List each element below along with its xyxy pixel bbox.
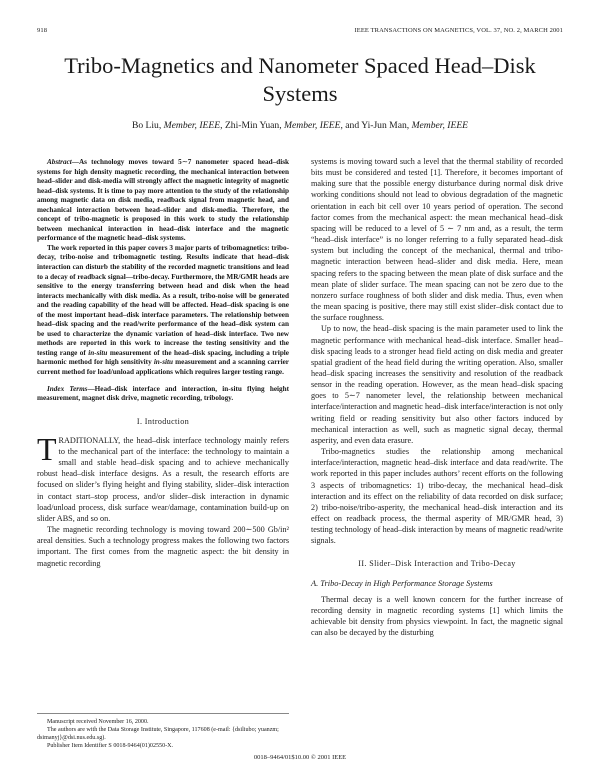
section2-paragraph-1: Thermal decay is a well known concern for the further increase of recording density in magnetic recording systems [1] which limits the achievable bit density from physics viewpoint. In fact, the magnetic signal can also be decayed by the disturbing bbox=[311, 594, 563, 638]
intro-text-1: RADITIONALLY, the head–disk interface technology mainly refers to the mechanical part of the interface: the technology to maintain a small and stable head–disk spacing and to achieve mechanically robust head–disk interface designs. As a result, the research efforts are focused on slider’s flying height and flying stability, slider–disk interaction in contact start–stop process, and/or slider–disk interaction in dynamic load/unload process, disk surface wear/damage, contamination build-up on slider ABS, and so on. bbox=[37, 435, 289, 523]
left-column bbox=[37, 158, 289, 629]
author-1-name: Bo Liu, bbox=[131, 120, 164, 131]
right-column bbox=[311, 156, 563, 638]
journal-name: IEEE TRANSACTIONS ON MAGNETICS, VOL. 37, NO. 2, MARCH 2001 bbox=[354, 27, 563, 34]
abstract-italic-1: in-situ bbox=[88, 348, 108, 357]
abstract-text-1: As technology moves toward 5∼7 nanometer spaced head–disk systems for high density magnetic recording, the mechanical interaction between head–slider and disk-media will strongly affect the magnetic integrity of magnetic head–disk systems. It is time to pay more attention to the study of the relationship among magnetic data on disk media, readback signal from magnetic head, and mechanical interaction between head–slider and disk-media. Therefore, the concept of tribo-magnetic is proposed in this work to study the relationship between mechanical interaction in head–disk interface and the magnetic performance of the magnetic head–disk systems. bbox=[37, 158, 289, 243]
footnote-received: Manuscript received November 16, 2000. bbox=[47, 719, 149, 725]
page-number: 918 bbox=[37, 27, 48, 34]
intro-paragraph-1 bbox=[37, 430, 289, 524]
intro-paragraph-3: Up to now, the head–disk spacing is the main parameter used to link the magnetic performance with mechanical head–disk interface. Smaller head–disk spacing leads to a stronger head field acting on disk media and greater spatial gradient of the head field during the writing operation. Also, smaller head–disk spacing increases the sensitivity and resolution of the readback sensor in the reading operation. However, as the mean head–disk spacing goes to 5∼7 nanometer level, the relationship between mechanical interface/interaction and magnetic head–disk interface/interaction is not only writing field or reading sensitivity but also other factors induced by mechanical interaction as well, such as magnetic signal decay, thermal asperity, and even data erasure. bbox=[311, 324, 563, 445]
index-terms-text: —Head–disk interface and interaction, in-situ flying height measurement, magnet disk drive, magnetic recording, tribology. bbox=[37, 384, 289, 403]
abstract-paragraph-1 bbox=[37, 158, 289, 244]
index-terms-lead: Index Terms bbox=[47, 384, 88, 393]
section-heading-introduction: I. Introduction bbox=[136, 416, 190, 426]
intro-paragraph-2: The magnetic recording technology is moving toward 200∼500 Gb/in² areal densities. Such a technology progress makes the following two factors important. The first comes from the magnetic aspect: the bit density in magnetic recording bbox=[37, 525, 289, 568]
abstract-italic-2: in-situ bbox=[153, 358, 173, 367]
abstract-text-2b: measurement of the head–disk spacing, including a triple harmonic method for high sensitivity bbox=[37, 348, 289, 367]
drop-cap: T bbox=[37, 430, 57, 467]
author-3-title: Member, IEEE bbox=[411, 120, 469, 131]
footnote-affiliation: The authors are with the Data Storage Institute, Singapore, 117608 (e-mail: {dsiliubo; yuanzm; dsimanyj}@dsi.nus.edu.sg). bbox=[37, 727, 279, 741]
footnote bbox=[37, 713, 289, 750]
author-2-title: Member, IEEE bbox=[284, 120, 341, 131]
subsection-heading-2a: A. Tribo-Decay in High Performance Storage Systems bbox=[311, 578, 493, 588]
paper-title: Tribo-Magnetics and Nanometer Spaced Head–Disk Systems bbox=[64, 53, 536, 106]
copyright-footer: 0018–9464/01$10.00 © 2001 IEEE bbox=[253, 754, 347, 761]
abstract-lead: Abstract— bbox=[47, 158, 79, 166]
abstract-paragraph-2 bbox=[37, 244, 289, 378]
section-heading-2: II. Slider–Disk Interaction and Tribo-Decay bbox=[358, 559, 516, 569]
abstract-text-2c: measurement and a scanning carrier current method for load/unload applications which requires larger testing range. bbox=[37, 358, 289, 377]
abstract-text-2a: The work reported in this paper covers 3 major parts of tribomagnetics: tribo-decay, tribo-noise and tribomagnetic testing. Results indicate that head–disk interaction can disturb the stability of the recorded magnetic transitions and lead to a decay of readback signal—tribo-decay. Furthermore, the MR/GMR heads are sensitive to the energy transferring between head and disk when the head interacts mechanically with disk media. As a result, tribo-noise will be generated and the reading capability of the head will be affected. Head–disk spacing is one of the most important head–disk interface parameters. The relationship between head–disk spacing and the read/write performance of the head–disk system can be used to characterize the dynamic variation of head–disk interface. Two new methods are reported in this work to increase the testing sensitivity and the testing range of bbox=[37, 243, 289, 357]
intro-paragraph-2-continued: systems is moving toward such a level that the thermal stability of recorded bits must be considered and tested [1]. Therefore, it becomes important of making sure that the possible energy disturbance during normal disk drive working conditions should not lead to obvious degradation of the magnetic orientation in each bit cell over 10 years period of operation. The second factor comes from the mechanical aspect: the mean mechanical head–disk spacing will be reduced to a level of 5 ∼ 7 nm and, as a result, the term “head–disk interface” is no longer referring to a fully separated head–disk system but including the concept of the mechanical, thermal and tribo-magnetic interaction between head–slider and disk media. Here, mean spacing refers to the spacing between the mean plate of disk surface and the mean plate of slider surface. The mean spacing can not be zero due to the nonzero surface roughness of both slider and disk media. Thus, even when the mean spacing is positive, there may still exist slider–disk contact due to the surface roughness. bbox=[311, 157, 563, 323]
footnote-pii: Publisher Item Identifier S 0018-9464(01)02550-X. bbox=[47, 743, 174, 749]
author-line bbox=[37, 120, 563, 131]
author-3-name: , and Yi-Jun Man, bbox=[340, 120, 412, 131]
index-terms bbox=[37, 385, 289, 404]
author-1-title: Member, IEEE bbox=[163, 120, 221, 131]
intro-paragraph-4: Tribo-magnetics studies the relationship among mechanical interface/interaction, magnetic head–disk interface and data read/write. The work reported in this paper includes authors’ recent efforts on the following 3 aspects of tribomagnetics: 1) tribo-decay, the mechanical head–disk interaction and its effect on the reliability of data recorded on disk surface; 2) tribo-noise/tribo-asperity, the mechanical head–disk interaction and its effect on readback process, the thermal asperity of MR/GMR head, 3) testing technology of head–disk interaction by means of magnetic read/write signals. bbox=[311, 447, 563, 546]
author-2-name: , Zhi-Min Yuan, bbox=[220, 120, 285, 131]
running-header bbox=[37, 27, 563, 37]
